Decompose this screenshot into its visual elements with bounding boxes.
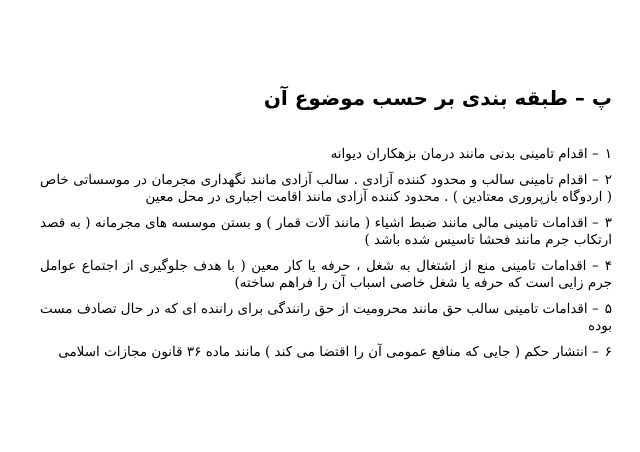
item-text: – اقدامات تامینی سالب حق مانند محرومیت از حق رانندگی برای راننده ای که در حال تصادف مست بوده [40,301,612,334]
item-number: ۴ [604,258,612,274]
item-number: ۶ [604,344,612,360]
item-text: – انتشار حکم ( جایی که منافع عمومی آن را اقتضا می کند ) مانند ماده ۳۶ قانون مجازات اسلامی [58,344,599,360]
list-item [40,215,612,249]
item-text: – اقدامات تامینی منع از اشتغال به شغل ، حرفه یا کار معین ( با هدف جلوگیری از اجتماع عوامل جرم زایی است که حرفه یا شغل خاصی اسباب آن را فراهم ساخته) [40,258,612,291]
item-number: ۳ [604,215,612,231]
list-item [40,146,612,163]
item-number: ۵ [604,301,612,317]
list-item [40,172,612,206]
item-number: ۱ [604,146,612,162]
item-text: – اقدام تامینی سالب و محدود کننده آزادی . سالب آزادی مانند نگهداری مجرمان در موسساتی خاص ( اردوگاه بازپروری معتادین ) . محدود کننده آزادی مانند اقامت اجباری در محل معین [40,172,612,205]
item-text: – اقدام تامینی بدنی مانند درمان بزهکاران دیوانه [330,146,599,162]
item-text: – اقدامات تامینی مالی مانند ضبط اشیاء ( مانند آلات قمار ) و بستن موسسه های مجرمانه ( به قصد ارتکاب جرم مانند فحشا تاسیس شده باشد ) [40,215,612,248]
item-number: ۲ [604,172,612,188]
list-item [40,258,612,292]
measures-list [40,146,612,370]
slide-title: پ – طبقه بندی بر حسب موضوع آن [263,86,612,110]
list-item [40,344,612,361]
list-item [40,301,612,335]
